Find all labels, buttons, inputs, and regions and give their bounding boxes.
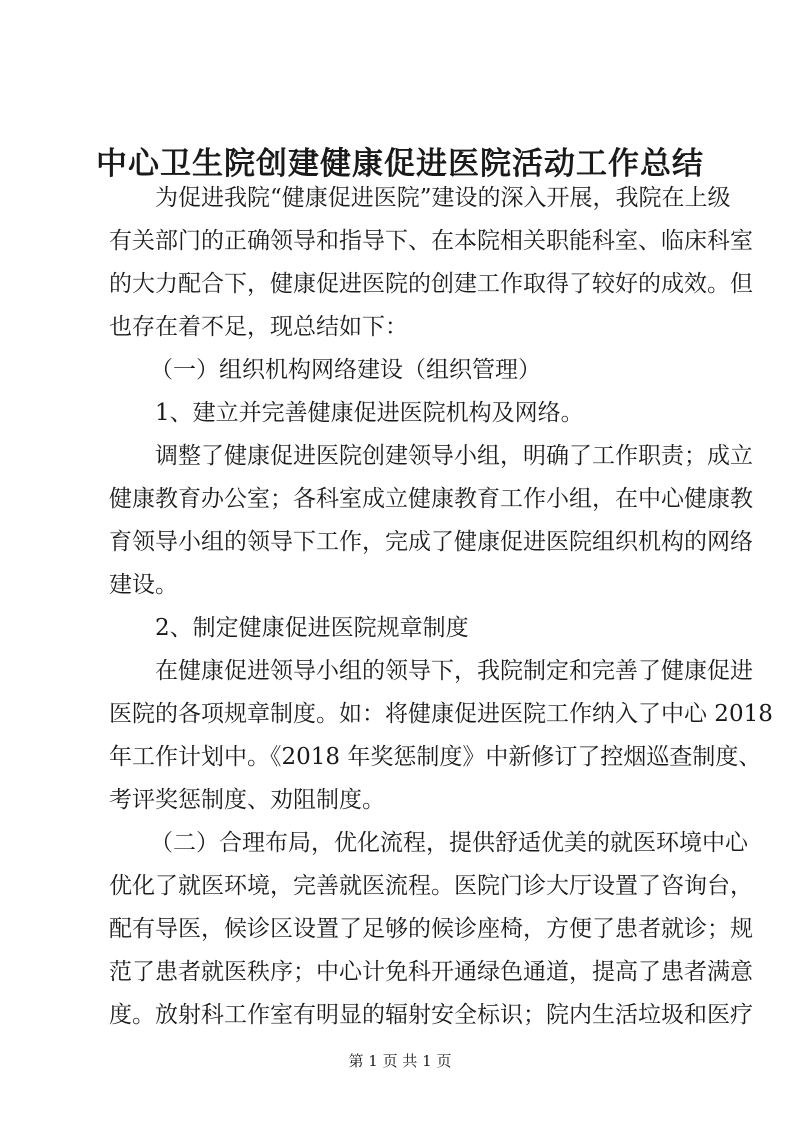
paragraph-line: 医院的各项规章制度。如：将健康促进医院工作纳入了中心 2018 <box>109 701 773 727</box>
section-heading: （二）合理布局，优化流程，提供舒适优美的就医环境中心 <box>150 830 748 856</box>
paragraph-line: 年工作计划中。《2018 年奖惩制度》中新修订了控烟巡查制度、 <box>109 744 762 770</box>
paragraph-line: 调整了健康促进医院创建领导小组，明确了工作职责；成立 <box>155 443 753 469</box>
section-heading: （一）组织机构网络建设（组织管理） <box>150 357 541 383</box>
page-footer: 第 1 页 共 1 页 <box>348 1052 452 1070</box>
paragraph-line: 优化了就医环境，完善就医流程。医院门诊大厅设置了咨询台， <box>109 873 753 899</box>
paragraph-line: 考评奖惩制度、劝阻制度。 <box>109 787 385 813</box>
paragraph-line: 有关部门的正确领导和指导下、在本院相关职能科室、临床科室 <box>109 228 753 254</box>
paragraph-line: 建设。 <box>109 572 178 598</box>
paragraph-line: 在健康促进领导小组的领导下，我院制定和完善了健康促进 <box>155 658 753 684</box>
subsection-heading: 1、建立并完善健康促进医院机构及网络。 <box>155 400 584 426</box>
paragraph-line: 为促进我院“健康促进医院”建设的深入开展，我院在上级 <box>155 185 731 211</box>
paragraph-line: 育领导小组的领导下工作，完成了健康促进医院组织机构的网络 <box>109 529 753 555</box>
paragraph-line: 也存在着不足，现总结如下： <box>109 314 408 340</box>
paragraph-line: 配有导医，候诊区设置了足够的候诊座椅，方便了患者就诊；规 <box>109 916 753 942</box>
paragraph-line: 的大力配合下，健康促进医院的创建工作取得了较好的成效。但 <box>109 271 753 297</box>
paragraph-line: 度。放射科工作室有明显的辐射安全标识；院内生活垃圾和医疗 <box>109 1002 753 1028</box>
paragraph-line: 健康教育办公室；各科室成立健康教育工作小组，在中心健康教 <box>109 486 753 512</box>
subsection-heading: 2、制定健康促进医院规章制度 <box>155 615 469 641</box>
page-title: 中心卫生院创建健康促进医院活动工作总结 <box>96 146 704 182</box>
paragraph-line: 范了患者就医秩序；中心计免科开通绿色通道，提高了患者满意 <box>109 959 753 985</box>
